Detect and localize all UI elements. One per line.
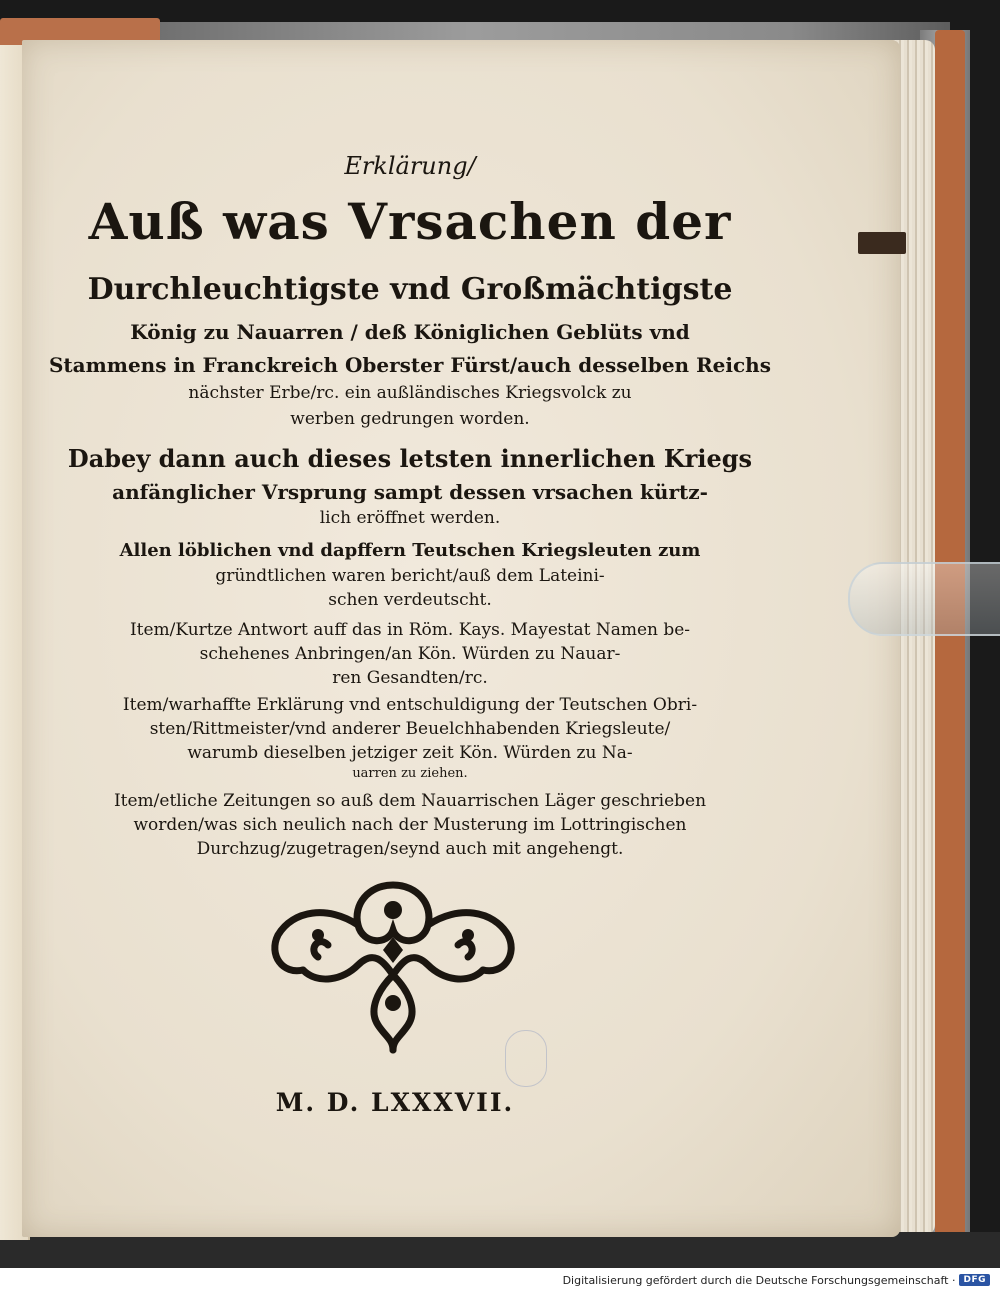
book-cover-bottom <box>0 1232 1000 1268</box>
title-line-21: Item/etliche Zeitungen so auß dem Nauarrischen Läger geschrieben <box>113 791 707 811</box>
title-line-23: Durchzug/zugetragen/seynd auch mit angehengt. <box>196 839 624 859</box>
footer-credit <box>563 1273 990 1287</box>
title-line-5: Stammens in Franckreich Oberster Fürst/auch desselben Reichs <box>48 353 771 377</box>
title-line-12: gründtlichen waren bericht/auß dem Lateini- <box>215 566 605 586</box>
title-line-19: warumb dieselben jetziger zeit Kön. Würden zu Na- <box>187 743 633 763</box>
title-line-9: anfänglicher Vrsprung sampt dessen vrsachen kürtz- <box>112 480 708 504</box>
title-line-22: worden/was sich neulich nach der Musterung im Lottringischen <box>133 815 687 835</box>
book-cover-top <box>150 22 950 42</box>
title-line-15: schehenes Anbringen/an Kön. Würden zu Nauar- <box>199 644 621 664</box>
glass-clip <box>848 562 1000 636</box>
imprint-year: M. D. LXXXVII. <box>275 1088 515 1117</box>
title-line-18: sten/Rittmeister/vnd anderer Beuelchhabenden Kriegsleute/ <box>149 719 671 739</box>
title-line-3: Durchleuchtigste vnd Großmächtigste <box>87 272 733 307</box>
title-line-7: werben gedrungen worden. <box>290 409 530 429</box>
bookmark-tab <box>858 232 906 254</box>
printer-ornament <box>258 875 528 1055</box>
dfg-logo: DFG <box>959 1274 990 1286</box>
title-line-14: Item/Kurtze Antwort auff das in Röm. Kays. Mayestat Namen be- <box>129 620 691 640</box>
title-line-10: lich eröffnet werden. <box>319 508 501 528</box>
footer-credit-text: Digitalisierung gefördert durch die Deutsche Forschungsgemeinschaft · <box>562 1273 956 1287</box>
title-line-8: Dabey dann auch dieses letsten innerlichen Kriegs <box>67 444 753 473</box>
title-line-11: Allen löblichen vnd dapffern Teutschen Kriegsleuten zum <box>119 540 701 561</box>
title-line-4: König zu Nauarren / deß Königlichen Geblüts vnd <box>130 320 690 344</box>
title-line-13: schen verdeutscht. <box>328 590 492 610</box>
title-main: Auß was Vrsachen der <box>88 192 732 251</box>
title-line-6: nächster Erbe/rc. ein außländisches Kriegsvolck zu <box>188 383 632 403</box>
title-line-16: ren Gesandten/rc. <box>332 668 488 688</box>
title-erklaerung: Erklärung/ <box>344 152 476 180</box>
title-line-17: Item/warhaffte Erklärung vnd entschuldigung der Teutschen Obri- <box>122 695 698 715</box>
title-line-20: uarren zu ziehen. <box>352 766 468 781</box>
